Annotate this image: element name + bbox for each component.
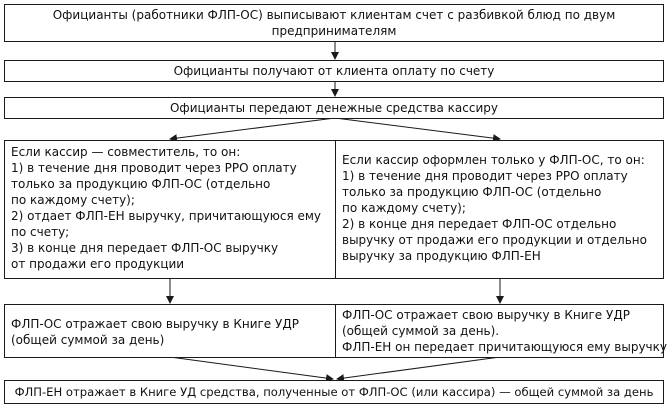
result-left-box	[4, 304, 336, 358]
case-combined-cashier-line-5: 2) отдает ФЛП-ЕН выручку, причитающуюся ему	[11, 209, 322, 223]
arrow-box3-to-left-case	[170, 118, 335, 139]
step-write-bill-box	[4, 4, 664, 42]
case-combined-cashier-line-8: от продажи его продукции	[11, 257, 185, 271]
result-right-box	[335, 304, 667, 358]
step-receive-payment-box	[4, 60, 664, 82]
result-left-line-2: (общей суммой за день)	[11, 333, 165, 347]
result-right-line-2: (общей суммой за день).	[342, 324, 500, 338]
case-combined-cashier-line-2: 1) в течение дня проводит через РРО оплату	[11, 161, 297, 175]
step-receive-payment-text: Официанты получают от клиента оплату по счету	[173, 64, 495, 78]
result-left-line-1: ФЛП-ОС отражает свою выручку в Книге УДР	[11, 317, 299, 331]
case-os-only-cashier-box	[335, 140, 664, 279]
case-combined-cashier-box	[4, 140, 336, 279]
arrow-right-result-to-final	[337, 357, 500, 379]
arrow-left-result-to-final	[170, 357, 333, 379]
result-right-line-1: ФЛП-ОС отражает свою выручку в Книге УДР	[342, 308, 630, 322]
step-write-bill-line-1: Официанты (работники ФЛП-ОС) выписывают клиентам счет с разбивкой блюд по двум	[52, 8, 616, 22]
case-os-only-cashier-line-4: по каждому счету);	[342, 201, 466, 215]
case-combined-cashier-line-4: по каждому счету);	[11, 193, 135, 207]
case-os-only-cashier-line-6: выручку от продажи его продукции и отдельно	[342, 233, 647, 247]
case-combined-cashier-line-1: Если кассир — совместитель, то он:	[11, 145, 241, 159]
case-os-only-cashier-line-5: 2) в конце дня передает ФЛП-ОС отдельно	[342, 217, 617, 231]
step-hand-to-cashier-text: Официанты передают денежные средства кассиру	[169, 101, 498, 115]
case-os-only-cashier-line-7: выручку за продукцию ФЛП-ЕН	[342, 249, 541, 263]
case-combined-cashier-line-6: по счету;	[11, 225, 70, 239]
final-step-box	[4, 380, 664, 404]
final-step-text: ФЛП-ЕН отражает в Книге УД средства, полученные от ФЛП-ОС (или кассира) — общей суммой за день	[14, 385, 654, 399]
step-hand-to-cashier-box	[4, 97, 664, 119]
step-write-bill-line-2: предпринимателям	[271, 24, 397, 38]
result-right-line-3: ФЛП-ЕН он передает причитающуюся ему выручку	[342, 340, 667, 354]
case-combined-cashier-line-7: 3) в конце дня передает ФЛП-ОС выручку	[11, 241, 279, 255]
arrow-box3-to-right-case	[335, 118, 500, 139]
case-combined-cashier-line-3: только за продукцию ФЛП-ОС (отдельно	[11, 177, 271, 191]
case-os-only-cashier-line-3: только за продукцию ФЛП-ОС (отдельно	[342, 185, 602, 199]
case-os-only-cashier-line-2: 1) в течение дня проводит через РРО оплату	[342, 169, 628, 183]
case-os-only-cashier-line-1: Если кассир оформлен только у ФЛП-ОС, то он:	[342, 153, 645, 167]
